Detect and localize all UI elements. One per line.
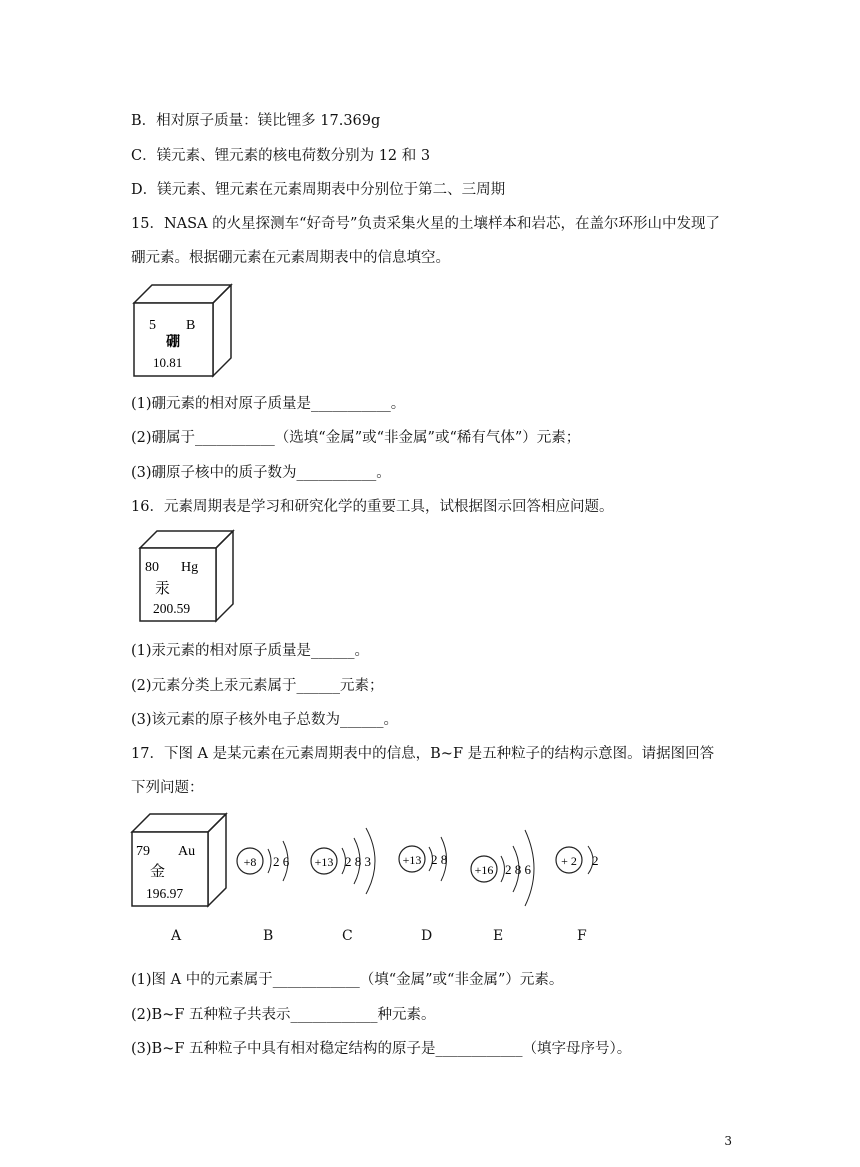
boron-name: 硼 [166, 335, 180, 350]
question-16-stem: 16．元素周期表是学习和研究化学的重要工具，试根据图示回答相应问题。 [131, 499, 614, 515]
question-15-part-2: (2)硼属于___________（选填“金属”或“非金属”或“稀有气体”）元素； [131, 430, 581, 446]
question-17-stem-2: 下列问题： [131, 780, 204, 796]
question-16-part-1: (1)汞元素的相对原子质量是______。 [131, 643, 370, 659]
label-a: A [171, 928, 182, 944]
gold-mass: 196.97 [146, 886, 184, 901]
particle-d-electrons: 2 8 [431, 852, 448, 867]
particle-c-nucleus: +13 [314, 855, 334, 869]
particle-e-diagram [471, 830, 534, 906]
particle-d-nucleus: +13 [402, 853, 422, 867]
label-f: F [577, 928, 587, 944]
page-number: 3 [724, 1134, 732, 1148]
label-d: D [421, 928, 433, 944]
question-15-stem-1: 15．NASA 的火星探测车“好奇号”负责采集火星的土壤样本和岩芯，在盖尔环形山中发现了 [131, 216, 720, 232]
gold-element-cube [132, 814, 226, 906]
question-17-stem-1: 17．下图 A 是某元素在元素周期表中的信息，B~F 是五种粒子的结构示意图。请据图回答 [131, 746, 715, 762]
question-15-part-3: (3)硼原子核中的质子数为___________。 [131, 465, 391, 481]
particle-b-electrons: 2 6 [273, 854, 290, 869]
boron-symbol: B [186, 318, 196, 333]
particle-b-nucleus: +8 [243, 855, 257, 869]
boron-number: 5 [149, 318, 156, 333]
question-17-figure [128, 812, 628, 912]
label-e: E [493, 928, 504, 944]
particle-e-electrons: 2 8 6 [505, 862, 531, 877]
gold-symbol: Au [178, 844, 196, 859]
particle-b-diagram [237, 841, 290, 881]
question-17-part-2: (2)B~F 五种粒子共表示____________种元素。 [131, 1007, 436, 1023]
particle-c-diagram [311, 828, 375, 894]
boron-element-cube [131, 281, 241, 381]
gold-number: 79 [136, 844, 150, 859]
option-b: B．相对原子质量：镁比锂多 17.369g [131, 113, 381, 129]
question-16-part-3: (3)该元素的原子核外电子总数为______。 [131, 712, 399, 728]
gold-name: 金 [150, 864, 166, 880]
mercury-name: 汞 [155, 581, 171, 597]
label-b: B [263, 928, 274, 944]
option-c: C．镁元素、锂元素的核电荷数分别为 12 和 3 [131, 148, 431, 164]
particle-f-diagram [556, 846, 599, 874]
particle-f-electrons: 2 [592, 853, 599, 868]
particle-f-nucleus: + 2 [561, 854, 577, 868]
mercury-mass: 200.59 [153, 601, 191, 616]
question-15-stem-2: 硼元素。根据硼元素在元素周期表中的信息填空。 [131, 250, 450, 266]
boron-mass: 10.81 [153, 355, 183, 370]
option-d: D．镁元素、锂元素在元素周期表中分别位于第二、三周期 [131, 182, 506, 198]
particle-e-nucleus: +16 [474, 863, 494, 877]
label-c: C [342, 928, 353, 944]
particle-c-electrons: 2 8 3 [345, 854, 371, 869]
mercury-symbol: Hg [181, 560, 199, 575]
question-17-part-3: (3)B~F 五种粒子中具有相对稳定结构的原子是____________（填字母序号）。 [131, 1041, 632, 1057]
question-15-part-1: (1)硼元素的相对原子质量是___________。 [131, 396, 406, 412]
mercury-element-cube [137, 527, 237, 627]
mercury-number: 80 [145, 560, 159, 575]
particle-d-diagram [399, 837, 447, 881]
question-17-part-1: (1)图 A 中的元素属于____________（填“金属”或“非金属”）元素。 [131, 972, 564, 988]
question-16-part-2: (2)元素分类上汞元素属于______元素； [131, 678, 384, 694]
